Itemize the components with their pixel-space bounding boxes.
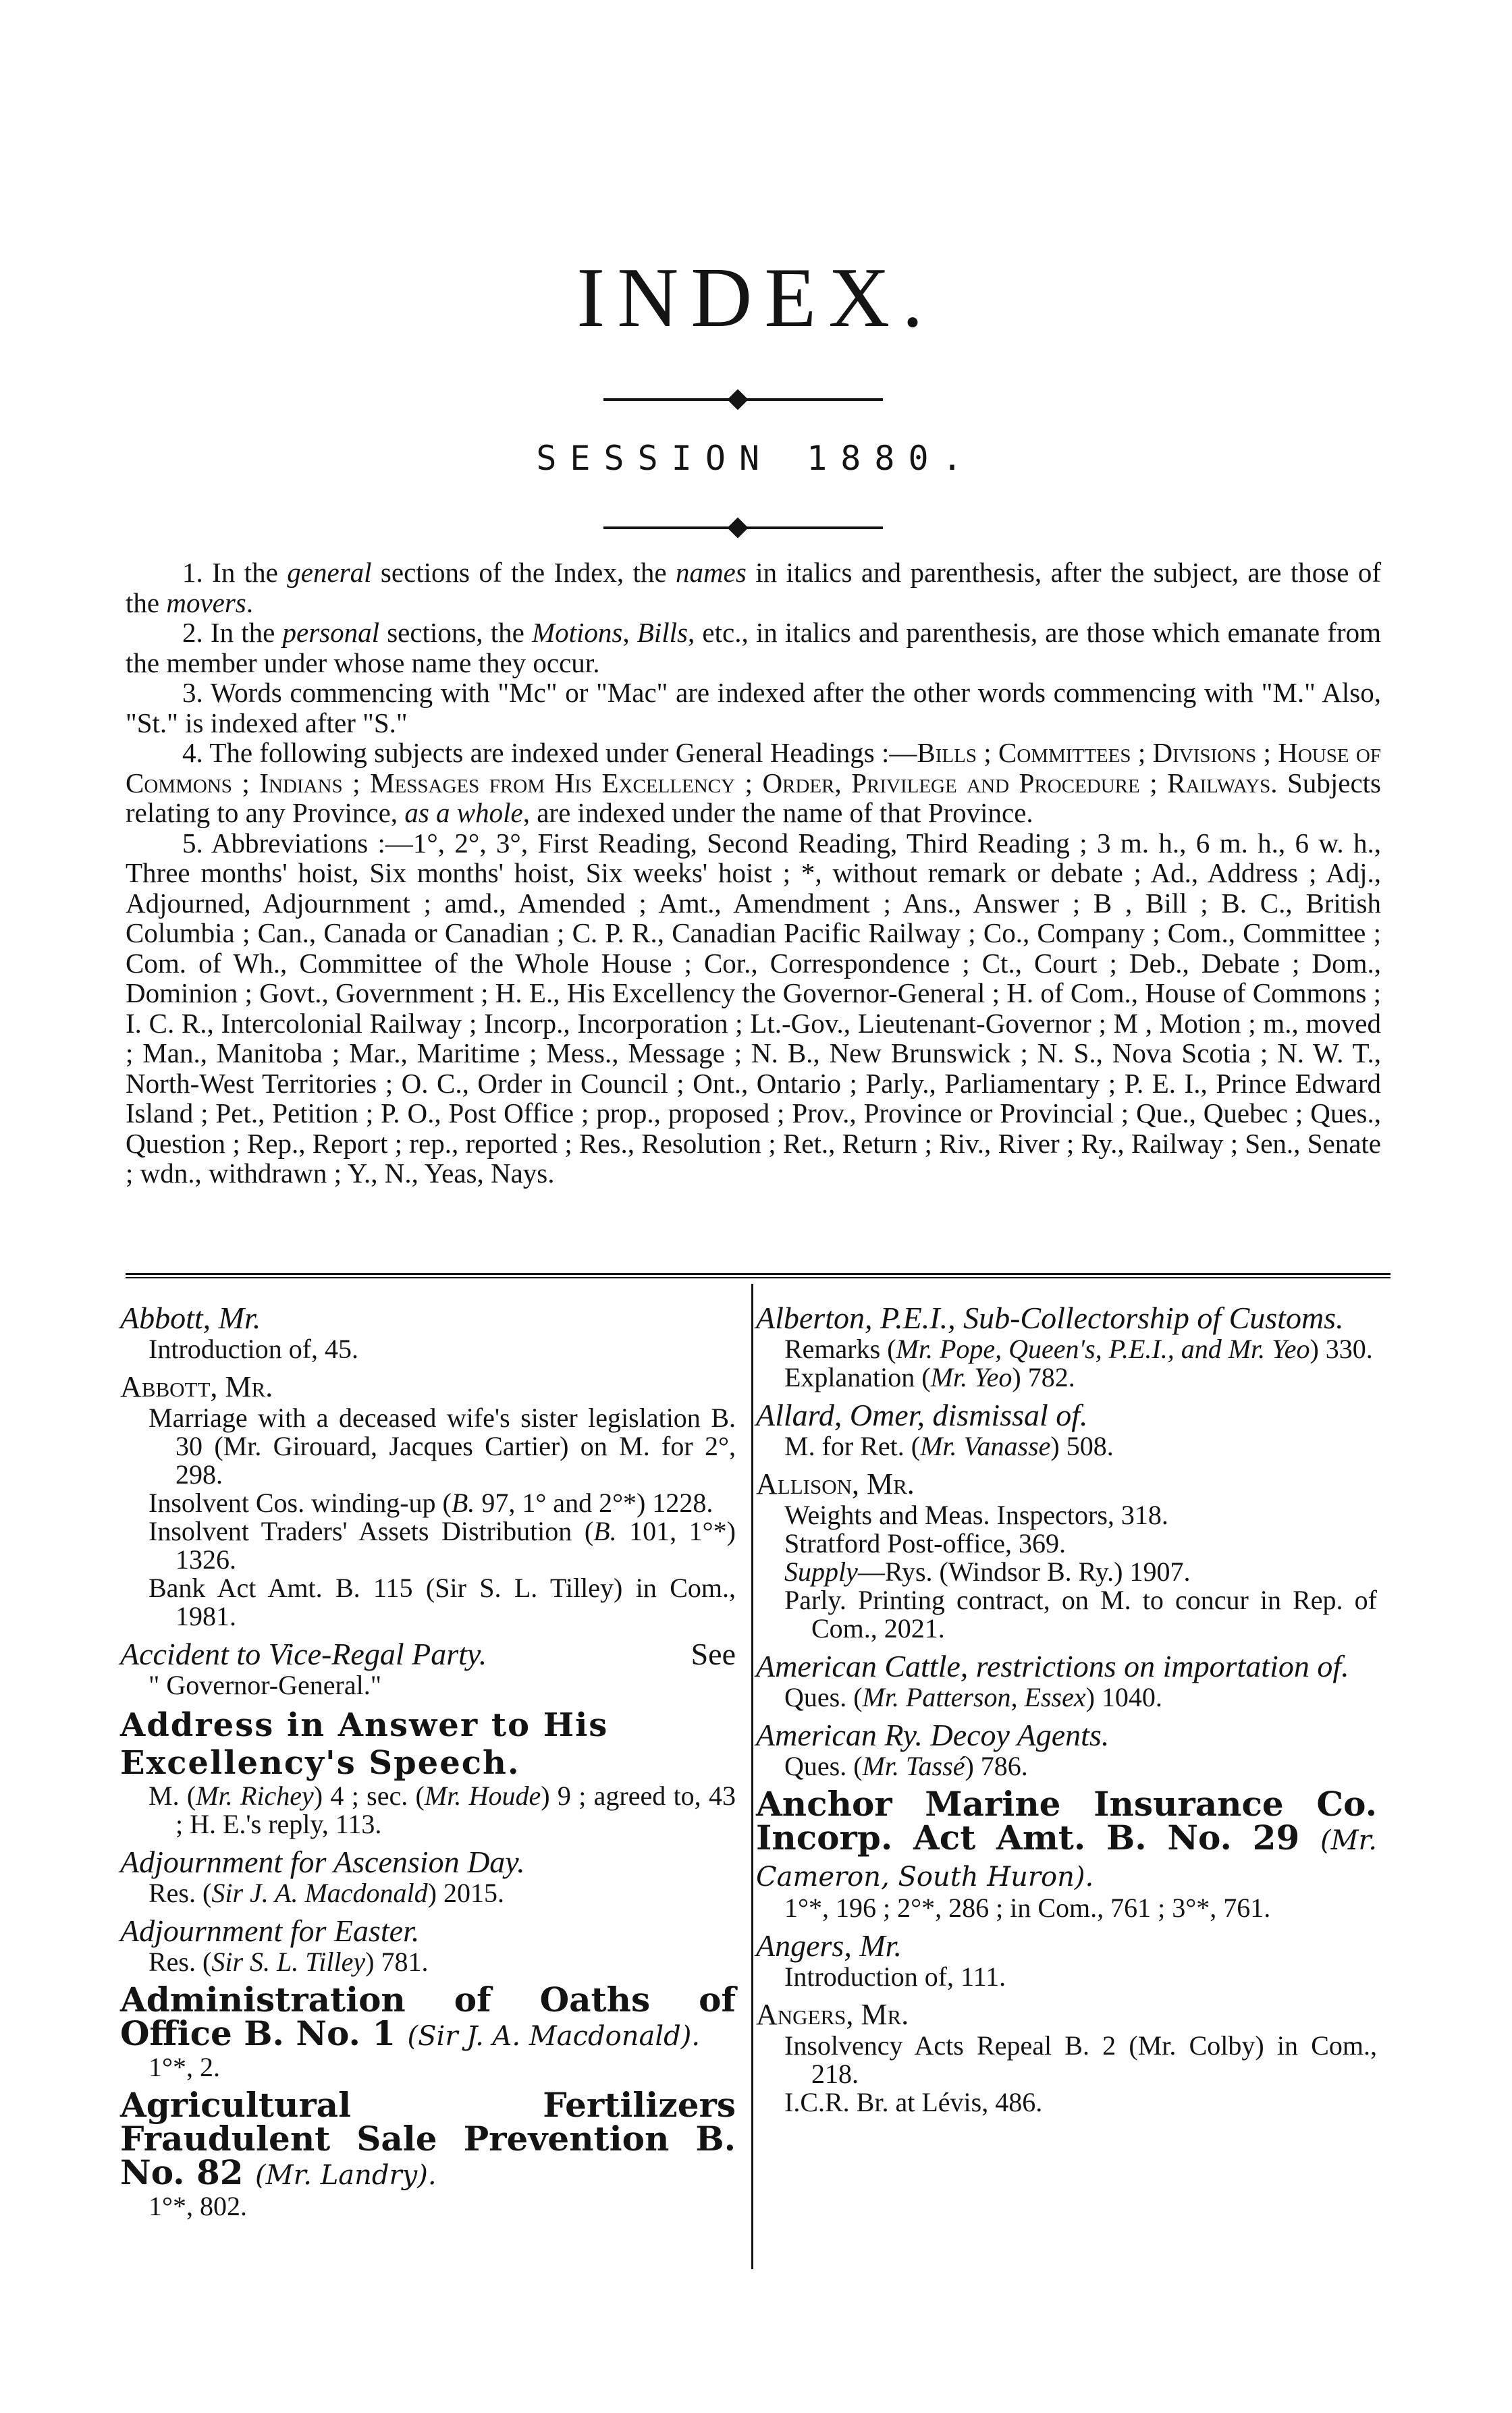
- double-rule-divider: [126, 1273, 1390, 1278]
- entry-subitem: Remarks (Mr. Pope, Queen's, P.E.I., and Mr. Yeo) 330.: [784, 1334, 1373, 1364]
- column-divider: [751, 1284, 753, 2269]
- index-entry: [756, 1650, 1377, 1712]
- note-1: 1. In the general sections of the Index, the names in italics and parenthesis, after the subject, are those of the movers.: [126, 557, 1381, 618]
- note-5-abbreviations: 5. Abbreviations :—1°, 2°, 3°, First Reading, Second Reading, Third Reading ; 3 m. h., 6 m. h., 6 w. h., Three months' hoist, Six months' hoist, Six weeks' hoist ; *, without remark or debate ; Ad., Address ; Adj., Adjourned, Adjournment ; amd., Amended ; Amt., Amendment ; Ans., Answer ; B , Bill ; B. C., British Columbia ; Can., Canada or Canadian ; C. P. R., Canadian Pacific Railway ; Co., Company ; Com., Committee ; Com. of Wh., Committee of the Whole House ; Cor., Correspondence ; Ct., Court ; Deb., Debate ; Dom., Dominion ; Govt., Government ; H. E., His Excellency the Governor-General ; H. of Com., House of Commons ; I. C. R., Intercolonial Railway ; Incorp., Incorporation ; Lt.-Gov., Lieutenant-Governor ; M , Motion ; m., moved ; Man., Manitoba ; Mar., Maritime ; Mess., Message ; N. B., New Brunswick ; N. S., Nova Scotia ; N. W. T., North-West Territories ; O. C., Order in Council ; Ont., Ontario ; Parly., Parliamentary ; P. E. I., Prince Edward Island ; Pet., Petition ; P. O., Post Office ; prop., proposed ; Prov., Province or Provincial ; Que., Quebec ; Ques., Question ; Rep., Report ; rep., reported ; Res., Resolution ; Ret., Return ; Riv., River ; Ry., Railway ; Sen., Senate ; wdn., withdrawn ; Y., N., Yeas, Nays.: [126, 827, 1381, 1189]
- index-entry: [756, 1399, 1377, 1461]
- entry-subitem: M. for Ret. (Mr. Vanasse) 508.: [784, 1431, 1114, 1461]
- index-entry: [756, 1718, 1377, 1781]
- entry-subitem: M. (Mr. Richey) 4 ; sec. (Mr. Houde) 9 ; agreed to, 43 ; H. E.'s reply, 113.: [148, 1781, 736, 1839]
- entry-subitem: Ques. (Mr. Tassé) 786.: [784, 1751, 1028, 1781]
- index-entry: [756, 1929, 1377, 1991]
- entry-subitem: Res. (Sir S. L. Tilley) 781.: [148, 1947, 429, 1977]
- entry-heading: Angers, Mr.: [756, 1998, 909, 2031]
- entry-heading-bill: Administration of Oaths of Office B. No. 1 (Sir J. A. Macdonald).: [120, 1980, 736, 2053]
- entry-heading: American Ry. Decoy Agents.: [756, 1718, 1110, 1752]
- entry-subitem: Insolvent Cos. winding-up (B. 97, 1° and 2°*) 1228.: [148, 1488, 713, 1518]
- entry-subitem: Insolvent Traders' Assets Distribution (B. 101, 1°*) 1326.: [148, 1516, 736, 1575]
- index-notes: [126, 558, 1381, 1189]
- entry-subitem: Ques. (Mr. Patterson, Essex) 1040.: [784, 1682, 1162, 1712]
- entry-subitem: 1°*, 196 ; 2°*, 286 ; in Com., 761 ; 3°*, 761.: [784, 1893, 1271, 1923]
- entry-subitem: Insolvency Acts Repeal B. 2 (Mr. Colby) in Com., 218.: [784, 2030, 1377, 2089]
- entry-heading: American Cattle, restrictions on importation of.: [756, 1649, 1349, 1683]
- entry-heading: Abbott, Mr.: [120, 1301, 261, 1335]
- index-entry: [120, 1637, 736, 1700]
- entry-heading-bill: Agricultural Fertilizers Fraudulent Sale Prevention B. No. 82 (Mr. Landry).: [120, 2085, 736, 2192]
- entry-subitem: Bank Act Amt. B. 115 (Sir S. L. Tilley) in Com., 1981.: [148, 1573, 736, 1631]
- entry-subitem: Stratford Post-office, 369.: [784, 1528, 1066, 1558]
- entry-subitem: Weights and Meas. Inspectors, 318.: [784, 1500, 1168, 1530]
- ornamental-rule-top: [603, 398, 883, 401]
- entry-subitem: Explanation (Mr. Yeo) 782.: [784, 1362, 1075, 1392]
- entry-subitem: Introduction of, 45.: [148, 1334, 359, 1364]
- index-entry: [756, 1784, 1377, 1923]
- index-entry: [120, 1706, 736, 1839]
- index-entry: [756, 1998, 1377, 2117]
- entry-heading-bill: Anchor Marine Insurance Co. Incorp. Act Amt. B. No. 29 (Mr. Cameron, South Huron).: [756, 1784, 1377, 1893]
- diamond-ornament-icon: [727, 389, 748, 410]
- note-2: 2. In the personal sections, the Motions, Bills, etc., in italics and parenthesis, are those which emanate from the member under whose name they occur.: [126, 617, 1381, 678]
- ornamental-rule-bottom: [603, 526, 883, 529]
- index-entry: [120, 1370, 736, 1631]
- index-column-left: [120, 1301, 736, 2227]
- page-title: INDEX.: [576, 251, 936, 345]
- index-entry: [756, 1467, 1377, 1643]
- entry-subitem: I.C.R. Br. at Lévis, 486.: [784, 2087, 1043, 2117]
- index-entry: [120, 1845, 736, 1907]
- note-3: 3. Words commencing with "Mc" or "Mac" are indexed after the other words commencing with "M." Also, "St." is indexed after "S.": [126, 677, 1381, 738]
- index-entry: [120, 2085, 736, 2221]
- see-reference: See: [691, 1637, 736, 1671]
- entry-heading: Abbott, Mr.: [120, 1370, 273, 1403]
- entry-heading: Allison, Mr.: [756, 1467, 915, 1500]
- entry-subitem: " Governor-General.": [148, 1670, 382, 1700]
- entry-heading: Adjournment for Ascension Day.: [120, 1845, 525, 1879]
- index-entry: [120, 1301, 736, 1363]
- entry-subitem: Marriage with a deceased wife's sister legislation B. 30 (Mr. Girouard, Jacques Cartier) on M. for 2°, 298.: [148, 1403, 736, 1490]
- note-4: 4. The following subjects are indexed under General Headings :—Bills ; Committees ; Divisions ; House of Commons ; Indians ; Messages from His Excellency ; Order, Privilege and Procedure ; Railways. Subjects relating to any Province, as a whole, are indexed under the name of that Province.: [126, 737, 1381, 828]
- index-entry: [120, 1914, 736, 1976]
- entry-heading: Alberton, P.E.I., Sub-Collectorship of Customs.: [756, 1301, 1344, 1335]
- entry-heading-blackletter: Address in Answer to His Excellency's Speech.: [120, 1706, 609, 1782]
- entry-subitem: Supply—Rys. (Windsor B. Ry.) 1907.: [784, 1556, 1191, 1587]
- entry-subitem: Res. (Sir J. A. Macdonald) 2015.: [148, 1878, 504, 1908]
- entry-heading: Adjournment for Easter.: [120, 1914, 420, 1948]
- index-entry: [120, 1980, 736, 2082]
- entry-heading: Allard, Omer, dismissal of.: [756, 1398, 1088, 1432]
- entry-subitem: Introduction of, 111.: [784, 1961, 1006, 1992]
- entry-heading: Accident to Vice-Regal Party. See: [120, 1637, 736, 1671]
- entry-subitem: 1°*, 2.: [148, 2052, 220, 2082]
- entry-subitem: 1°*, 802.: [148, 2191, 247, 2221]
- index-column-right: [756, 1301, 1377, 2123]
- entry-subitem: Parly. Printing contract, on M. to concur in Rep. of Com., 2021.: [784, 1585, 1377, 1644]
- session-subtitle: SESSION 1880.: [536, 439, 976, 478]
- diamond-ornament-icon: [727, 517, 748, 538]
- index-entry: [756, 1301, 1377, 1392]
- entry-heading: Angers, Mr.: [756, 1928, 902, 1963]
